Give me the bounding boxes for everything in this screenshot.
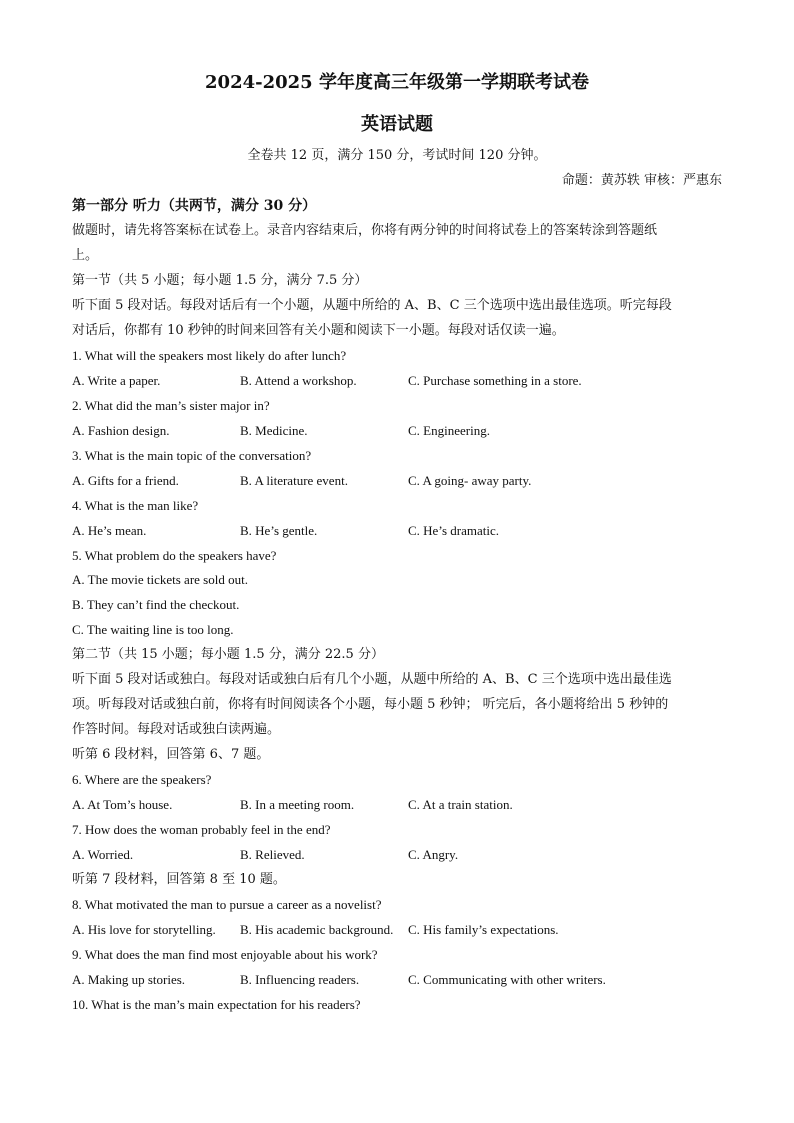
material-6-heading: 听第 6 段材料，回答第 6、7 题。 <box>72 747 270 762</box>
question-stem: 4. What is the man like? <box>72 498 199 513</box>
option-a: A. Worried. <box>72 847 134 862</box>
option-a: A. Write a paper. <box>72 373 161 388</box>
option-b: B. He’s gentle. <box>240 523 318 538</box>
option-c: C. At a train station. <box>408 797 513 812</box>
exam-info: 全卷共 12 页，满分 150 分，考试时间 120 分钟。 <box>247 148 547 163</box>
question-stem: 1. What will the speakers most likely do after lunch? <box>72 348 347 363</box>
option-a: A. He’s mean. <box>72 523 147 538</box>
section2-instr-line3: 作答时间。每段对话或独白读两遍。 <box>72 722 281 737</box>
section1-instr-line2: 对话后，你都有 10 秒钟的时间来回答有关小题和阅读下一小题。每段对话仅读一遍。 <box>72 323 565 338</box>
question-stem: 3. What is the main topic of the conversation? <box>72 448 312 463</box>
part1-intro-line1: 做题时，请先将答案标在试卷上。录音内容结束后，你将有两分钟的时间将试卷上的答案转涂到答题纸 <box>72 223 658 238</box>
option-c: C. A going- away party. <box>408 473 532 488</box>
option-c: C. His family’s expectations. <box>408 922 559 937</box>
option-b: B. They can’t find the checkout. <box>72 597 240 612</box>
option-c: C. Angry. <box>408 847 459 862</box>
option-a: A. At Tom’s house. <box>72 797 173 812</box>
section1-instr-line1: 听下面 5 段对话。每段对话后有一个小题，从题中所给的 A、B、C 三个选项中选出最佳选项。听完每段 <box>72 298 672 313</box>
question-stem: 6. Where are the speakers? <box>72 772 212 787</box>
option-a: A. His love for storytelling. <box>72 922 216 937</box>
option-c: C. Purchase something in a store. <box>408 373 582 388</box>
option-b: B. Attend a workshop. <box>240 373 357 388</box>
question-stem: 10. What is the man’s main expectation for his readers? <box>72 997 361 1012</box>
option-b: B. His academic background. <box>240 922 394 937</box>
option-c: C. Engineering. <box>408 423 490 438</box>
exam-authors: 命题：黄苏轶 审核：严惠东 <box>561 173 722 188</box>
question-stem: 2. What did the man’s sister major in? <box>72 398 270 413</box>
option-b: B. A literature event. <box>240 473 348 488</box>
option-c: C. He’s dramatic. <box>408 523 499 538</box>
material-7-heading: 听第 7 段材料，回答第 8 至 10 题。 <box>72 872 286 887</box>
option-a: A. Gifts for a friend. <box>72 473 179 488</box>
exam-subtitle: 英语试题 <box>361 114 433 135</box>
section2-instr-line2: 项。听每段对话或独白前，你将有时间阅读各个小题，每小题 5 秒钟； 听完后，各小题将给出 5 秒钟的 <box>72 697 669 712</box>
option-a: A. The movie tickets are sold out. <box>72 572 248 587</box>
section1-heading: 第一节（共 5 小题；每小题 1.5 分，满分 7.5 分） <box>72 273 368 288</box>
option-b: B. In a meeting room. <box>240 797 355 812</box>
option-b: B. Medicine. <box>240 423 308 438</box>
exam-title: 2024-2025 学年度高三年级第一学期联考试卷 <box>205 72 589 93</box>
option-c: C. The waiting line is too long. <box>72 622 234 637</box>
option-a: A. Fashion design. <box>72 423 170 438</box>
question-stem: 7. How does the woman probably feel in the end? <box>72 822 331 837</box>
section2-heading: 第二节（共 15 小题；每小题 1.5 分，满分 22.5 分） <box>72 647 384 662</box>
part1-heading: 第一部分 听力（共两节，满分 30 分） <box>72 198 317 214</box>
question-stem: 5. What problem do the speakers have? <box>72 548 277 563</box>
section2-instr-line1: 听下面 5 段对话或独白。每段对话或独白后有几个小题，从题中所给的 A、B、C 三个选项中选出最佳选 <box>72 672 672 687</box>
part1-intro-line2: 上。 <box>72 248 99 263</box>
question-stem: 9. What does the man find most enjoyable about his work? <box>72 947 378 962</box>
option-a: A. Making up stories. <box>72 972 186 987</box>
question-stem: 8. What motivated the man to pursue a career as a novelist? <box>72 897 382 912</box>
option-c: C. Communicating with other writers. <box>408 972 606 987</box>
option-b: B. Relieved. <box>240 847 305 862</box>
option-b: B. Influencing readers. <box>240 972 360 987</box>
